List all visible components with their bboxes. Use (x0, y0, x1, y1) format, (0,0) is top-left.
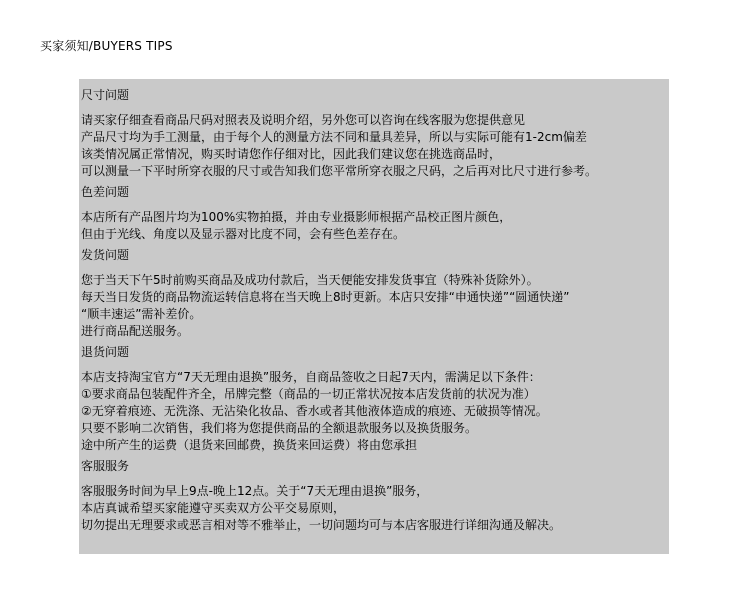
size-section-heading: 尺寸问题 (81, 88, 130, 102)
return-section-heading: 退货问题 (81, 345, 130, 359)
shipping-section (81, 247, 669, 340)
size-section (81, 87, 669, 180)
size-line-1: 请买家仔细查看商品尺码对照表及说明介绍，另外您可以咨询在线客服为您提供意见 (81, 113, 526, 127)
service-section (81, 458, 669, 534)
shipping-line-3: “顺丰速运”需补差价。 (81, 307, 202, 321)
return-section-body (81, 369, 669, 454)
shipping-line-4: 进行商品配送服务。 (81, 324, 190, 338)
service-line-2: 本店真诚希望买家能遵守买卖双方公平交易原则， (81, 501, 346, 515)
size-line-4: 可以测量一下平时所穿衣服的尺寸或告知我们您平常所穿衣服之尺码，之后再对比尺寸进行参考。 (81, 164, 598, 178)
size-line-3: 该类情况属正常情况，购买时请您作仔细对比，因此我们建议您在挑选商品时， (81, 147, 502, 161)
size-line-2: 产品尺寸均为手工测量，由于每个人的测量方法不同和量具差异，所以与实际可能有1-2cm偏差 (81, 130, 587, 144)
return-line-2: ①要求商品包装配件齐全，吊牌完整（商品的一切正常状况按本店发货前的状况为准） (81, 387, 536, 401)
shipping-section-body (81, 272, 669, 340)
service-section-body (81, 483, 669, 534)
service-line-1: 客服服务时间为早上9点-晚上12点。关于“7天无理由退换”服务， (81, 484, 429, 498)
return-line-4: 只要不影响二次销售，我们将为您提供商品的全额退款服务以及换货服务。 (81, 421, 478, 435)
return-line-3: ②无穿着痕迹、无洗涤、无沾染化妆品、香水或者其他液体造成的痕迹、无破损等情况。 (81, 404, 548, 418)
page-title: 买家须知/BUYERS TIPS (40, 39, 173, 53)
buyer-tips-panel (79, 79, 669, 554)
service-section-heading: 客服服务 (81, 459, 130, 473)
color-section-body (81, 209, 669, 243)
color-line-2: 但由于光线、角度以及显示器对比度不同，会有些色差存在。 (81, 227, 406, 241)
service-line-3: 切勿提出无理要求或恶言相对等不雅举止，一切问题均可与本店客服进行详细沟通及解决。 (81, 518, 562, 532)
color-section (81, 184, 669, 243)
return-section (81, 344, 669, 454)
size-section-body (81, 112, 669, 180)
shipping-line-2: 每天当日发货的商品物流运转信息将在当天晚上8时更新。本店只安排“申通快递”“圆通快递” (81, 290, 570, 304)
color-line-1: 本店所有产品图片均为100%实物拍摄，并由专业摄影师根据产品校正图片颜色， (81, 210, 512, 224)
color-section-heading: 色差问题 (81, 185, 130, 199)
return-line-5: 途中所产生的运费（退货来回邮费，换货来回运费）将由您承担 (81, 438, 418, 452)
shipping-line-1: 您于当天下午5时前购买商品及成功付款后，当天便能安排发货事宜（特殊补货除外）。 (81, 273, 539, 287)
shipping-section-heading: 发货问题 (81, 248, 130, 262)
return-line-1: 本店支持淘宝官方“7天无理由退换”服务，自商品签收之日起7天内，需满足以下条件： (81, 370, 541, 384)
